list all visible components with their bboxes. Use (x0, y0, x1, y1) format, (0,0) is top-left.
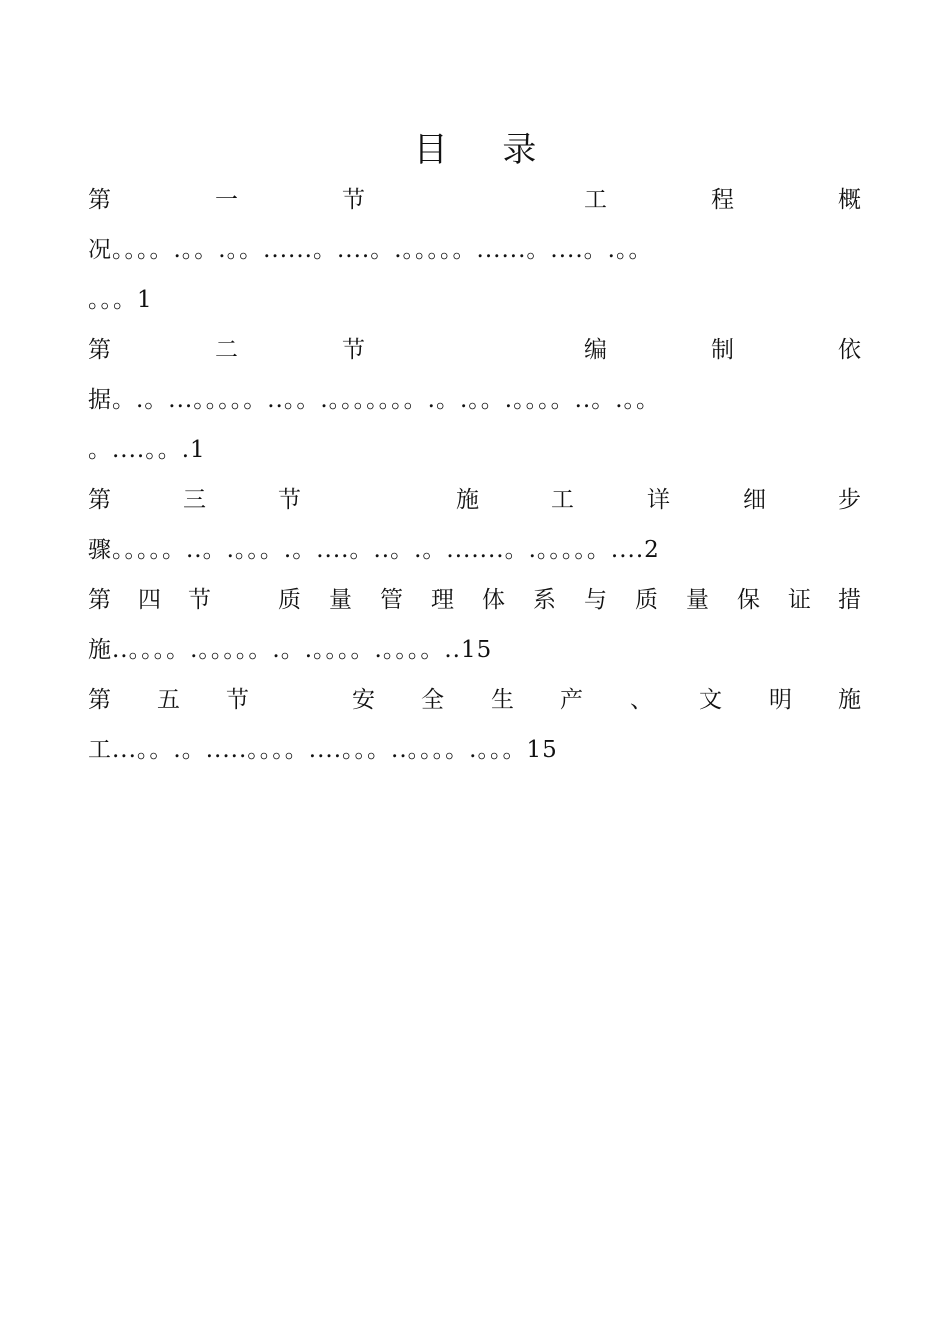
toc-entry-5-char: 施 (838, 687, 861, 713)
toc-entry-4-char: 质 (635, 587, 658, 613)
toc-entry-4-char: 证 (788, 587, 811, 613)
toc-entry-4-char: 措 (838, 587, 861, 613)
toc-entry-5-char: 五 (157, 687, 180, 713)
toc-entry-3-char: 施 (456, 487, 479, 513)
toc-entry-2-char: 编 (584, 337, 607, 363)
toc-entry-1-char: 工 (584, 187, 607, 213)
toc-entry-1-char: 节 (342, 187, 365, 213)
toc-entry-5-char: 生 (491, 687, 514, 713)
toc-entry-4-heading[interactable] (88, 575, 862, 625)
toc-entry-3-char: 工 (551, 487, 574, 513)
toc-entry-2-char: 节 (342, 337, 365, 363)
toc-entry-5-char: 安 (352, 687, 375, 713)
toc-entry-2-heading[interactable] (88, 325, 862, 375)
toc-entry-4-char: 理 (431, 587, 454, 613)
toc-entry-4-char: 管 (380, 587, 403, 613)
toc-entry-4-char: 质 (278, 587, 301, 613)
toc-entry-4-char: 系 (533, 587, 556, 613)
toc-entry-5-char: 第 (88, 687, 111, 713)
toc-entry-3-char: 节 (278, 487, 301, 513)
toc-entry-3-char: 详 (647, 487, 670, 513)
toc-entry-4-char: 体 (482, 587, 505, 613)
toc-entry-1-page: 。。。1 (88, 287, 153, 313)
toc-entry-4-char: 第 (88, 587, 111, 613)
toc-entry-2-char: 依 (838, 337, 861, 363)
toc-entry-5-char: 文 (699, 687, 722, 713)
toc-entry-5-char: 全 (421, 687, 444, 713)
toc-entry-1-char: 程 (711, 187, 734, 213)
toc-entry-5-heading[interactable] (88, 675, 862, 725)
toc-entry-3-char: 第 (88, 487, 111, 513)
toc-entry-2-char: 制 (711, 337, 734, 363)
toc-entry-1-char: 一 (215, 187, 238, 213)
toc-entry-1-leader: 况。。。。.。。.。。......。....。.。。。。。......。....。.。。 (88, 237, 653, 263)
toc-entry-2-leader: 据。.。...。。。。。..。。.。。。。。。。.。.。。.。。。。..。.。。 (88, 387, 661, 413)
toc-entry-3-char: 细 (743, 487, 766, 513)
toc-entry-2-page: 。....。。.1 (88, 437, 206, 463)
toc-entry-4-char: 四 (138, 587, 161, 613)
toc-title: 目 录 (413, 130, 559, 170)
toc-entry-5-char: 产 (560, 687, 583, 713)
toc-entry-3-char: 步 (838, 487, 861, 513)
toc-entry-5-char: 、 (630, 687, 653, 713)
toc-entry-4-char: 量 (329, 587, 352, 613)
toc-entry-3-heading[interactable] (88, 475, 862, 525)
toc-entry-5-char: 明 (769, 687, 792, 713)
toc-entry-4-char: 保 (737, 587, 760, 613)
toc-entry-5-char: 节 (226, 687, 249, 713)
toc-entry-3-char: 三 (183, 487, 206, 513)
toc-entry-1-char: 概 (838, 187, 861, 213)
toc-entry-1-heading[interactable] (88, 175, 862, 225)
toc-entry-1-char: 第 (88, 187, 111, 213)
toc-entry-4-leader: 施..。。。。.。。。。。.。.。。。。.。。。。..15 (88, 637, 493, 663)
toc-entry-4-char: 与 (584, 587, 607, 613)
toc-entry-2-char: 二 (215, 337, 238, 363)
toc-entry-5-leader: 工...。。.。.....。。。。....。。。..。。。。.。。。15 (88, 737, 558, 763)
toc-entry-4-char: 量 (686, 587, 709, 613)
toc-entry-4-char: 节 (188, 587, 211, 613)
toc-entry-2-char: 第 (88, 337, 111, 363)
toc-entry-3-leader: 骤。。。。。..。.。。。.。....。..。.。.......。.。。。。。....2 (88, 537, 660, 563)
